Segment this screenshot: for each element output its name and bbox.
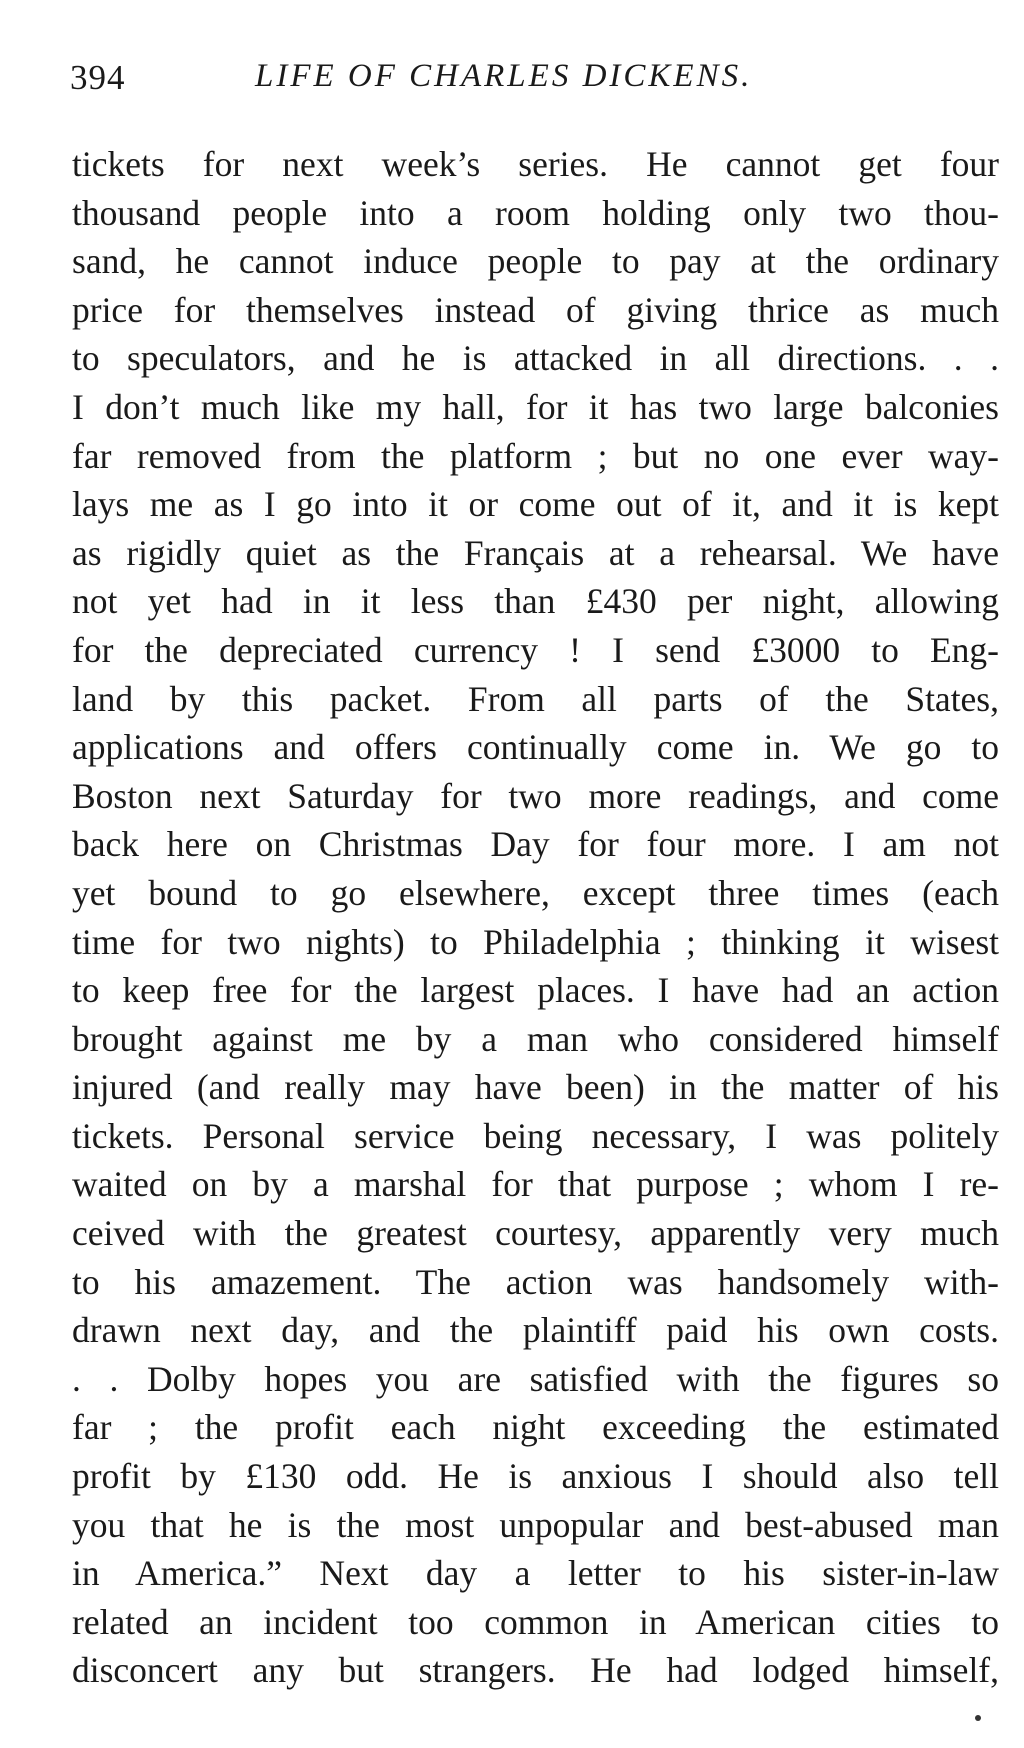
text-line: yet bound to go elsewhere, except three times (each [72, 872, 999, 913]
text-line: you that he is the most unpopular and best-abused man [72, 1504, 999, 1545]
text-line: . . Dolby hopes you are satisfied with the figures so [72, 1358, 999, 1399]
text-line: for the depreciated currency ! I send £3000 to Eng- [72, 629, 999, 670]
text-line: brought against me by a man who considered himself [72, 1018, 999, 1059]
text-line: related an incident too common in American cities to [72, 1601, 999, 1642]
running-title: LIFE OF CHARLES DICKENS. [255, 58, 753, 94]
text-line: Boston next Saturday for two more readings, and come [72, 775, 999, 816]
text-line: land by this packet. From all parts of the States, [72, 678, 999, 719]
text-line: back here on Christmas Day for four more. I am not [72, 824, 999, 865]
text-line: sand, he cannot induce people to pay at the ordinary [72, 241, 999, 282]
text-line: as rigidly quiet as the Français at a rehearsal. We have [72, 532, 999, 573]
text-line: injured (and really may have been) in the matter of his [72, 1067, 999, 1108]
text-line: lays me as I go into it or come out of it, and it is kept [72, 484, 999, 525]
ink-speck [975, 1715, 981, 1721]
text-line: I don’t much like my hall, for it has two large balconies [72, 386, 999, 427]
text-line: applications and offers continually come in. We go to [72, 727, 999, 768]
text-line: to speculators, and he is attacked in all directions. . . [72, 338, 999, 379]
text-line: to keep free for the largest places. I have had an action [72, 970, 999, 1011]
running-head [70, 50, 1000, 110]
body-text [72, 140, 999, 1695]
text-line: far removed from the platform ; but no one ever way- [72, 435, 999, 476]
text-line: in America.” Next day a letter to his sister-in-law [72, 1553, 999, 1594]
text-line: tickets. Personal service being necessary, I was politely [72, 1115, 999, 1156]
text-line: tickets for next week’s series. He cannot get four [72, 144, 999, 184]
text-line: drawn next day, and the plaintiff paid his own costs. [72, 1310, 999, 1351]
page-number: 394 [70, 58, 126, 97]
text-line: waited on by a marshal for that purpose ; whom I re- [72, 1164, 999, 1205]
text-line: profit by £130 odd. He is anxious I should also tell [72, 1456, 999, 1497]
text-line: time for two nights) to Philadelphia ; thinking it wisest [72, 921, 999, 962]
text-line: thousand people into a room holding only two thou- [72, 192, 999, 233]
text-line: far ; the profit each night exceeding the estimated [72, 1407, 999, 1448]
text-line: not yet had in it less than £430 per night, allowing [72, 581, 999, 622]
text-line: to his amazement. The action was handsomely with- [72, 1261, 999, 1302]
text-line: disconcert any but strangers. He had lodged himself, [72, 1650, 999, 1691]
text-line: ceived with the greatest courtesy, apparently very much [72, 1213, 999, 1254]
text-line: price for themselves instead of giving thrice as much [72, 289, 999, 330]
